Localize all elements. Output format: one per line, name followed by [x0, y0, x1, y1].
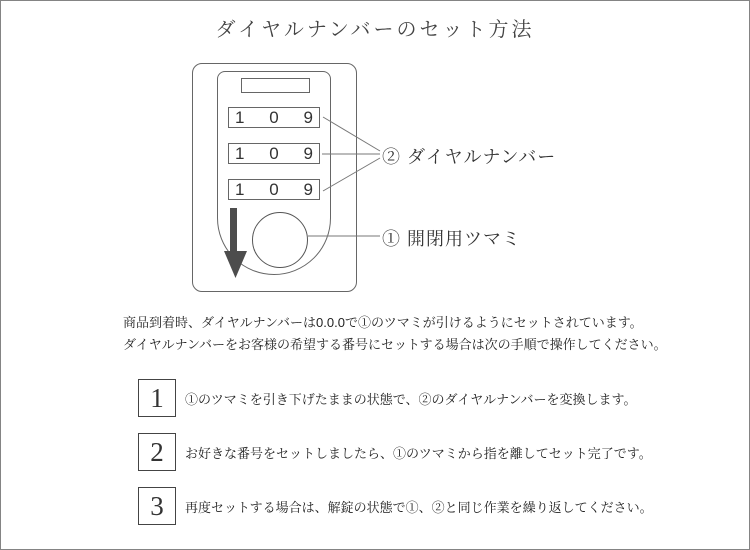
step-text: 再度セットする場合は、解錠の状態で①、②と同じ作業を繰り返してください。	[185, 499, 653, 515]
page-title: ダイヤルナンバーのセット方法	[215, 19, 535, 41]
lock-top-window	[241, 78, 310, 93]
step-text: ①のツマミを引き下げたままの状態で、②のダイヤルナンバーを変換します。	[185, 391, 637, 407]
step-number-box	[138, 487, 176, 525]
dial-digit: 0	[269, 108, 279, 127]
knob-label: ① 開閉用ツマミ	[382, 229, 522, 249]
dial-digit: 0	[269, 144, 279, 163]
step-number-box	[138, 379, 176, 417]
intro-paragraph	[123, 312, 667, 356]
intro-line-2: ダイヤルナンバーをお客様の希望する番号にセットする場合は次の手順で操作してください。	[123, 337, 667, 352]
dial-number-label: ② ダイヤルナンバー	[382, 147, 557, 167]
intro-line-1: 商品到着時、ダイヤルナンバーは0.0.0で①のツマミが引けるようにセットされています。	[123, 315, 643, 330]
dial-row-3	[228, 179, 320, 200]
dial-digit: 1	[235, 108, 245, 127]
step-text: お好きな番号をセットしましたら、①のツマミから指を離してセット完了です。	[185, 445, 652, 461]
dial-row-2	[228, 143, 320, 164]
dial-digit: 1	[235, 180, 245, 199]
dial-digit: 9	[303, 144, 313, 163]
dial-digit: 1	[235, 144, 245, 163]
dial-digit: 0	[269, 180, 279, 199]
step-row-3	[138, 487, 653, 525]
open-close-knob	[252, 212, 308, 268]
step-number: 2	[150, 436, 164, 467]
step-number: 3	[150, 490, 164, 521]
dial-row-1	[228, 107, 320, 128]
dial-digit: 9	[303, 108, 313, 127]
step-number-box	[138, 433, 176, 471]
dial-digit: 9	[303, 180, 313, 199]
step-row-2	[138, 433, 652, 471]
step-row-1	[138, 379, 637, 417]
step-number: 1	[150, 382, 164, 413]
